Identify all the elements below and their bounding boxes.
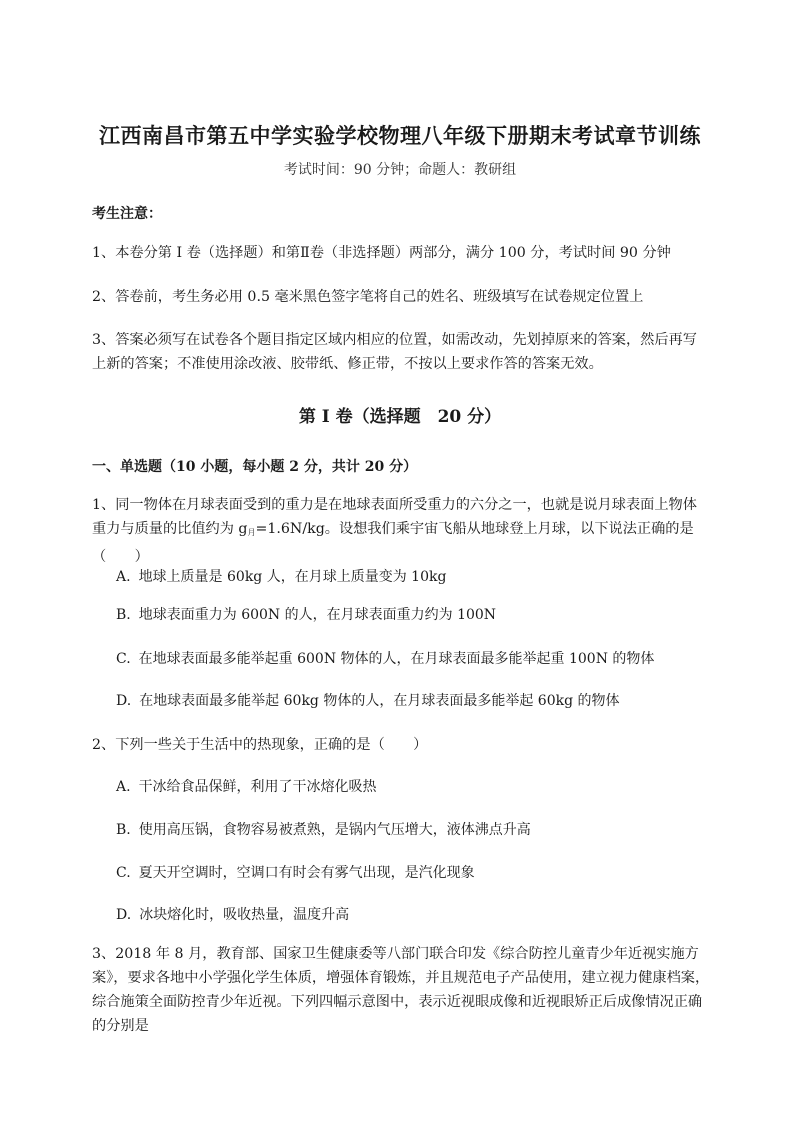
notice-item-1: 1、本卷分第 I 卷（选择题）和第Ⅱ卷（非选择题）两部分，满分 100 分，考试时间 90 分钟 [92, 245, 671, 261]
option-letter: C. [116, 865, 131, 881]
option-text: 冰块熔化时，吸收热量，温度升高 [139, 907, 350, 923]
notice-item-3: 3、答案必须写在试卷各个题目指定区域内相应的位置，如需改动，先划掉原来的答案，然后再写上新的答案；不准使用涂改液、胶带纸、修正带，不按以上要求作答的答案无效。 [92, 332, 697, 372]
option-text: 地球表面重力为 600N 的人，在月球表面重力约为 100N [138, 607, 497, 623]
exam-subtitle: 考试时间：90 分钟；命题人：教研组 [283, 162, 517, 178]
question-2-option-a [116, 776, 377, 798]
question-1-option-b [116, 604, 496, 626]
notice-item-2: 2、答卷前，考生务必用 0.5 毫米黑色签字笔将自己的姓名、班级填写在试卷规定位置上 [92, 289, 644, 305]
option-letter: B. [116, 607, 131, 623]
question-3-stem: 3、2018 年 8 月，教育部、国家卫生健康委等八部门联合印发《综合防控儿童青少年近视实施方案》，要求各地中小学强化学生体质，增强体育锻炼，并且规范电子产品使用，建立视力健康档案，综合施策全面防控青少年近视。下列四幅示意图中，表示近视眼成像和近视眼矫正后成像情况正确的分别是 [92, 946, 710, 1034]
part-heading: 一、单选题（10 小题，每小题 2 分，共计 20 分） [92, 459, 418, 475]
exam-title: 江西南昌市第五中学实验学校物理八年级下册期末考试章节训练 [99, 123, 701, 148]
question-1-option-c [116, 648, 654, 670]
question-1-subscript: 月 [247, 528, 256, 537]
option-text: 夏天开空调时，空调口有时会有雾气出现，是汽化现象 [138, 865, 475, 881]
question-2-option-c [116, 862, 475, 884]
section-title: 第 I 卷（选择题 20 分） [298, 407, 502, 427]
option-letter: A. [116, 779, 131, 795]
question-1-stem-text-2: =1.6N/kg。设想我们乘宇宙飞船从地球登上月球，以下说法正确的是（ ） [92, 521, 694, 565]
question-2-option-b [116, 819, 531, 841]
option-text: 地球上质量是 60kg 人，在月球上质量变为 10kg [138, 569, 447, 585]
question-1-stem-text: 1、同一物体在月球表面受到的重力是在地球表面所受重力的六分之一，也就是说月球表面上物体重力与质量的比值约为 g [92, 497, 697, 537]
option-text: 在地球表面最多能举起 60kg 物体的人，在月球表面最多能举起 60kg 的物体 [139, 693, 620, 709]
option-letter: D. [116, 693, 132, 709]
option-text: 使用高压锅，食物容易被煮熟，是锅内气压增大，液体沸点升高 [138, 822, 531, 838]
option-letter: C. [116, 651, 131, 667]
option-letter: B. [116, 822, 131, 838]
question-2-option-d [116, 904, 349, 926]
question-2-stem: 2、下列一些关于生活中的热现象，正确的是（ ） [92, 737, 428, 753]
question-1-stem [92, 493, 710, 569]
notice-heading: 考生注意： [92, 206, 162, 222]
option-text: 干冰给食品保鲜，利用了干冰熔化吸热 [138, 779, 377, 795]
option-letter: A. [116, 569, 131, 585]
question-1-option-d [116, 690, 620, 712]
option-letter: D. [116, 907, 132, 923]
option-text: 在地球表面最多能举起重 600N 物体的人，在月球表面最多能举起重 100N 的物体 [138, 651, 655, 667]
question-1-option-a [116, 566, 446, 588]
